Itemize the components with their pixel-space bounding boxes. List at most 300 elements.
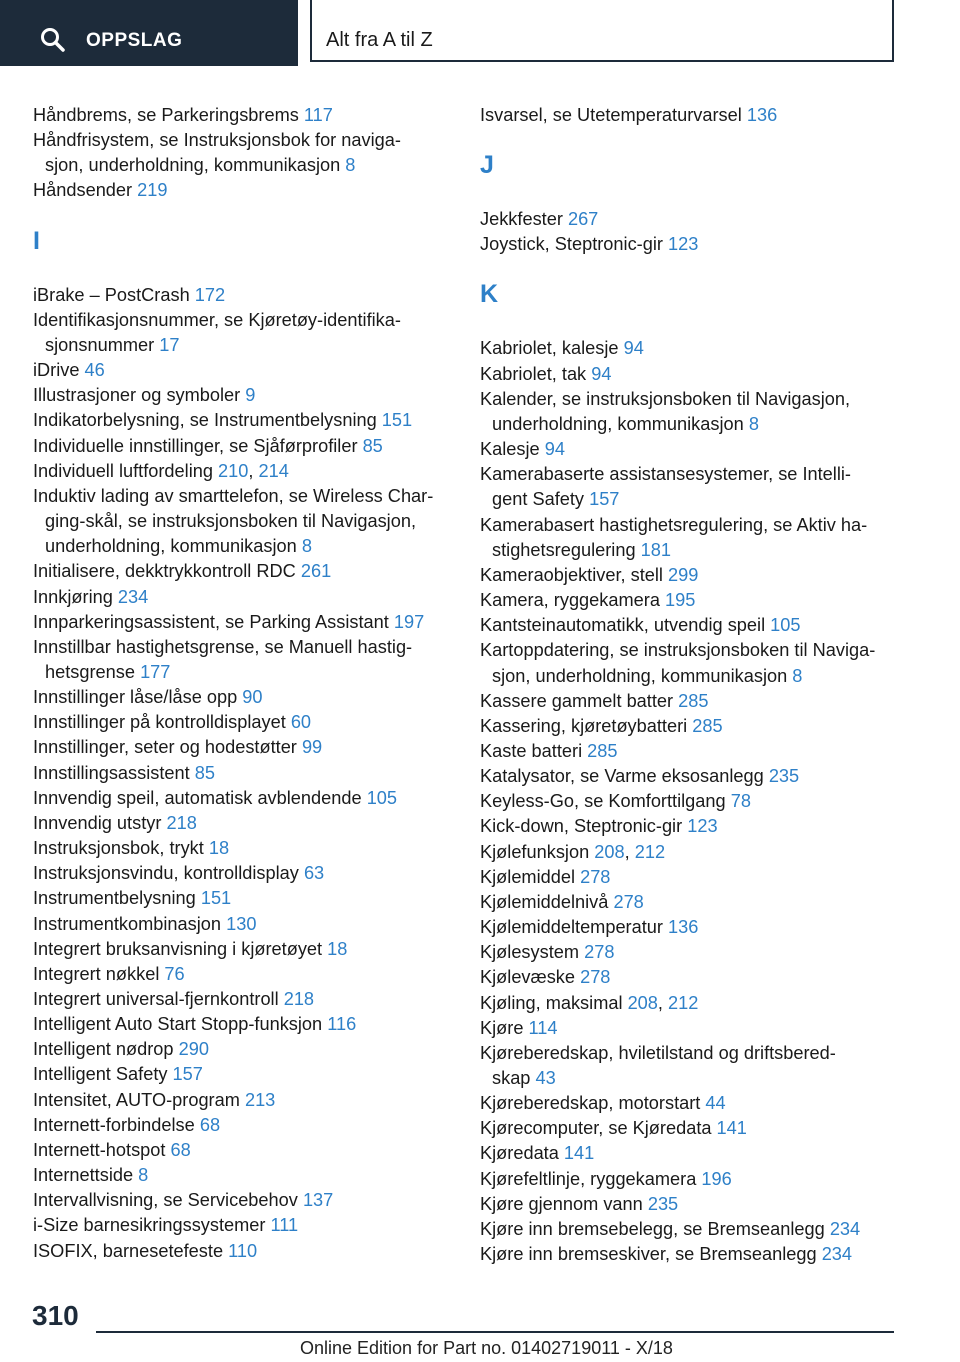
- index-entry: [480, 1091, 930, 1116]
- index-entry-text: [33, 811, 453, 836]
- index-entry-text: [33, 1012, 453, 1037]
- page-reference-link[interactable]: 110: [228, 1240, 258, 1261]
- index-entry: [33, 358, 453, 383]
- page-reference-link[interactable]: 172: [194, 284, 226, 305]
- page-reference-link[interactable]: 85: [194, 762, 215, 783]
- search-icon: [40, 27, 66, 53]
- index-entry-term: i-Size barnesikringssystemer: [33, 1215, 266, 1236]
- index-entry-text: [492, 664, 930, 689]
- page-reference-link[interactable]: 78: [730, 791, 751, 812]
- index-entry-term: Kabriolet, tak: [480, 363, 587, 384]
- index-entry-term: Kjølemiddeltemperatur: [480, 917, 663, 938]
- index-entry-term: Kalesje: [480, 439, 540, 460]
- page-reference-link[interactable]: 105: [366, 787, 398, 808]
- page-reference-link[interactable]: 208: [594, 841, 625, 862]
- index-entry-term: Innparkeringsassistent, se Parking Assistant: [33, 611, 389, 632]
- index-entry-term: Kjøling, maksimal: [480, 992, 623, 1013]
- page-reference-link[interactable]: 196: [701, 1168, 732, 1189]
- index-entry-term: Kjølemiddelnivå: [480, 891, 609, 912]
- index-entry-term: Innvendig utstyr: [33, 812, 162, 833]
- page-reference-link[interactable]: 94: [591, 363, 612, 384]
- index-entry-term: Kamerabasert hastighetsregulering, se Aktiv ha-: [480, 514, 868, 535]
- index-entry-term: Innstillinger på kontrolldisplayet: [33, 712, 286, 733]
- index-entry-term: Internettside: [33, 1165, 134, 1186]
- index-entry-term: Internett-hotspot: [33, 1139, 166, 1160]
- page-reference-link[interactable]: 278: [613, 891, 644, 912]
- index-entry: [33, 987, 453, 1012]
- page-reference-link[interactable]: 114: [528, 1017, 558, 1038]
- index-entry-text: [33, 987, 453, 1012]
- index-entry-term: Joystick, Steptronic-gir: [480, 234, 663, 255]
- page-reference-link[interactable]: 8: [138, 1165, 149, 1186]
- index-entry-term: Intelligent Auto Start Stopp-funksjon: [33, 1014, 323, 1035]
- index-entry-term: Innkjøring: [33, 586, 113, 607]
- index-entry: [480, 513, 930, 563]
- index-entry-text: [480, 1041, 930, 1066]
- index-entry-text: [492, 1066, 930, 1091]
- index-entry-term: Kjøre inn bremseskiver, se Bremseanlegg: [480, 1244, 817, 1265]
- index-entry-text: [480, 563, 930, 588]
- index-entry-text: [33, 559, 453, 584]
- index-entry-term: Instrumentbelysning: [33, 888, 196, 909]
- index-entry: [480, 1217, 930, 1242]
- page-reference-link[interactable]: 234: [829, 1218, 861, 1239]
- index-entry-text: [33, 434, 453, 459]
- index-entry-term: sjon, underholdning, kommunikasjon: [492, 665, 788, 686]
- index-entry: [480, 1016, 930, 1041]
- page-reference-link[interactable]: 8: [345, 155, 356, 176]
- page-reference-link[interactable]: 8: [301, 536, 312, 557]
- page-reference-link[interactable]: 130: [226, 913, 257, 934]
- index-entry-text: [33, 710, 453, 735]
- index-entry-text: [480, 689, 930, 714]
- index-entry: [33, 383, 453, 408]
- page-reference-link[interactable]: 18: [327, 938, 348, 959]
- index-entry: [480, 1141, 930, 1166]
- index-entry-text: [33, 408, 453, 433]
- index-entry-term: Kantsteinautomatikk, utvendig speil: [480, 615, 766, 636]
- page-reference-link[interactable]: 18: [208, 838, 230, 859]
- index-letter-heading: I: [33, 226, 40, 255]
- index-entry-term: Kameraobjektiver, stell: [480, 564, 663, 585]
- page-reference-link[interactable]: 151: [381, 410, 413, 431]
- index-entry: [33, 1213, 453, 1238]
- index-entry: [480, 1242, 930, 1267]
- page-reference-link[interactable]: 212: [668, 992, 699, 1013]
- breadcrumb[interactable]: [310, 0, 894, 62]
- index-entry-term: Jekkfester: [480, 209, 563, 230]
- page-reference-link[interactable]: 17: [159, 334, 180, 355]
- index-entry-text: [480, 1016, 930, 1041]
- index-entry-text: [480, 103, 930, 128]
- search-tab-label: OPPSLAG: [86, 30, 183, 51]
- page-reference-link[interactable]: 218: [166, 812, 197, 833]
- index-entry-term: Innstillbar hastighetsgrense, se Manuell hastig-: [33, 636, 413, 657]
- index-entry-text: [33, 1138, 453, 1163]
- index-entry-text: [33, 1188, 453, 1213]
- index-entry-text: [492, 412, 930, 437]
- page-reference-link[interactable]: 46: [84, 360, 105, 381]
- index-entry: [480, 387, 930, 437]
- page-reference-link[interactable]: 116: [327, 1014, 357, 1035]
- page-reference-link[interactable]: 235: [768, 766, 800, 787]
- index-entry: [33, 459, 453, 484]
- index-entry: [33, 937, 453, 962]
- page-reference-link[interactable]: 137: [302, 1190, 334, 1211]
- index-column-left: [33, 103, 453, 1264]
- index-entry: [33, 836, 453, 861]
- page-reference-link[interactable]: 267: [567, 209, 599, 230]
- page-reference-link[interactable]: 208: [627, 992, 658, 1013]
- index-entry: [33, 735, 453, 760]
- index-entry: [480, 789, 930, 814]
- index-entry-text: [45, 153, 453, 178]
- index-entry-text: [480, 915, 930, 940]
- page-reference-link[interactable]: 181: [640, 539, 671, 560]
- index-entry-term: Håndbrems, se Parkeringsbrems: [33, 105, 299, 125]
- index-entry-text: [45, 333, 453, 358]
- index-entry-text: [33, 912, 453, 937]
- page-reference-link[interactable]: 151: [200, 888, 232, 909]
- index-entry-text: [480, 588, 930, 613]
- index-entry-term: Instruksjonsvindu, kontrolldisplay: [33, 863, 299, 884]
- page-reference-link[interactable]: 285: [587, 740, 618, 761]
- index-entry-text: [480, 739, 930, 764]
- index-entry-term: Illustrasjoner og symboler: [33, 385, 241, 406]
- index-entry-term: sjon, underholdning, kommunikasjon: [45, 155, 341, 176]
- index-entry-term: Intelligent Safety: [33, 1064, 168, 1085]
- index-entry-term: Instruksjonsbok, trykt: [33, 838, 204, 859]
- page-reference-link[interactable]: 141: [716, 1118, 747, 1139]
- page-reference-link[interactable]: 157: [172, 1064, 203, 1085]
- index-entry: [480, 232, 930, 257]
- index-entry: [33, 635, 453, 685]
- index-entry-term: iBrake – PostCrash: [33, 284, 190, 305]
- index-entry-text: [33, 610, 453, 635]
- page-reference-link[interactable]: 111: [270, 1215, 299, 1236]
- index-entry: [33, 308, 453, 358]
- page-reference-link[interactable]: 218: [283, 989, 315, 1009]
- index-entry-text: [45, 534, 453, 559]
- index-entry-term: Kjørecomputer, se Kjøredata: [480, 1118, 712, 1139]
- index-entry: [480, 336, 930, 361]
- page-reference-link[interactable]: 63: [303, 863, 325, 884]
- index-entry-text: [33, 635, 453, 660]
- index-entry-term: Kassere gammelt batter: [480, 690, 674, 711]
- page-reference-link[interactable]: 43: [535, 1068, 556, 1088]
- index-entry-term: Initialisere, dekktrykkontroll RDC: [33, 561, 296, 582]
- page-reference-link[interactable]: 157: [589, 489, 620, 510]
- page-reference-link[interactable]: 213: [244, 1089, 276, 1110]
- index-entry-text: [480, 1192, 930, 1217]
- index-entry: [33, 1163, 453, 1188]
- index-entry-text: [33, 1213, 453, 1238]
- index-entry: [33, 1239, 453, 1264]
- index-entry: [33, 1188, 453, 1213]
- index-entry-term: Kjøreberedskap, hviletilstand og driftsbered-: [480, 1042, 836, 1063]
- page-reference-link[interactable]: 285: [692, 715, 723, 736]
- index-entry-text: [33, 585, 453, 610]
- page-reference-link[interactable]: 290: [178, 1039, 209, 1060]
- index-entry: [33, 962, 453, 987]
- index-entry-text: [480, 1242, 930, 1267]
- index-entry-text: [480, 940, 930, 965]
- index-entry: [33, 1037, 453, 1062]
- page-reference-link[interactable]: 299: [668, 564, 699, 585]
- index-entry: [33, 408, 453, 433]
- index-entry-term: Innvendig speil, automatisk avblendende: [33, 787, 362, 808]
- page-reference-link[interactable]: 261: [300, 561, 332, 582]
- index-entry-text: [480, 789, 930, 814]
- index-entry-term: underholdning, kommunikasjon: [492, 413, 744, 434]
- index-entry-term: Individuell luftfordeling: [33, 460, 213, 481]
- index-entry-term: Intelligent nødrop: [33, 1039, 174, 1060]
- index-entry-text: [33, 1113, 453, 1138]
- page-reference-link[interactable]: 123: [668, 234, 699, 255]
- index-entry-term: ging-skål, se instruksjonsboken til Navigasjon,: [45, 511, 417, 532]
- page-reference-link[interactable]: 195: [665, 590, 696, 611]
- index-entry-text: [33, 1163, 453, 1188]
- index-entry-term: Kalender, se instruksjonsboken til Navigasjon,: [480, 388, 851, 409]
- index-entry-text: [33, 861, 453, 886]
- index-entry-text: Kjølefunksjon 208, 212: [480, 841, 666, 862]
- index-entry-text: [480, 1116, 930, 1141]
- top-bar: [0, 0, 960, 66]
- index-entry-term: sjonsnummer: [45, 334, 155, 355]
- index-entry-term: Kjølemiddel: [480, 866, 576, 887]
- index-entry: [33, 761, 453, 786]
- search-tab[interactable]: [0, 0, 298, 66]
- page-reference-link[interactable]: 210: [218, 460, 249, 481]
- index-entry-text: [480, 890, 930, 915]
- index-entry: [33, 886, 453, 911]
- index-entry-text: Individuell luftfordeling 210, 214: [33, 460, 289, 481]
- index-entry: [480, 991, 930, 1016]
- index-entry-text: [480, 1091, 930, 1116]
- index-entry-text: [33, 103, 453, 128]
- index-entry-term: Kjøre inn bremsebelegg, se Bremseanlegg: [480, 1218, 825, 1239]
- index-entry-term: Kjølefunksjon: [480, 841, 590, 862]
- index-entry-text: [480, 865, 930, 890]
- page-reference-link[interactable]: 123: [687, 816, 718, 837]
- page-reference-link[interactable]: 94: [544, 439, 565, 460]
- index-entry-term: Kick-down, Steptronic-gir: [480, 816, 683, 837]
- index-entry: [33, 128, 453, 178]
- index-letter-heading: J: [480, 151, 494, 180]
- index-entry-text: [45, 509, 453, 534]
- page-reference-link[interactable]: 234: [821, 1244, 853, 1265]
- index-entry-text: [492, 538, 930, 563]
- index-entry-term: Kjøre: [480, 1017, 524, 1038]
- page-reference-link[interactable]: 94: [623, 338, 644, 359]
- index-entry-term: Håndfrisystem, se Instruksjonsbok for naviga-: [33, 130, 401, 151]
- index-entry-text: [33, 761, 453, 786]
- index-entry-term: Integrert nøkkel: [33, 963, 160, 984]
- index-column-right: [480, 103, 930, 1267]
- index-entry: [33, 1088, 453, 1113]
- index-entry: [33, 1138, 453, 1163]
- index-entry: [33, 1062, 453, 1087]
- index-entry: [480, 814, 930, 839]
- index-entry-text: [33, 128, 453, 153]
- index-entry-text: [480, 462, 930, 487]
- page-reference-link[interactable]: 90: [242, 687, 263, 708]
- page-reference-link[interactable]: 278: [584, 942, 615, 963]
- index-entry-text: [480, 714, 930, 739]
- index-entry: [480, 689, 930, 714]
- index-entry-term: Kassering, kjøretøybatteri: [480, 715, 688, 736]
- index-entry-term: Kamera, ryggekamera: [480, 590, 660, 611]
- index-entry-term: Kjølevæske: [480, 967, 576, 988]
- edition-note: Online Edition for Part no. 01402719011 - X/18: [300, 1338, 673, 1358]
- index-entry-term: stighetsregulering: [492, 539, 636, 560]
- index-entry-text: [480, 387, 930, 412]
- page-reference-link[interactable]: 99: [301, 737, 323, 758]
- index-entry-text: [480, 1217, 930, 1242]
- index-entry-term: Intensitet, AUTO-program: [33, 1089, 240, 1110]
- index-entry-term: Identifikasjonsnummer, se Kjøretøy-identifika-: [33, 309, 401, 330]
- page-reference-link[interactable]: 278: [580, 967, 611, 988]
- index-entry: [33, 811, 453, 836]
- index-entry-text: Kjøling, maksimal 208, 212: [480, 992, 699, 1013]
- index-entry-text: [480, 814, 930, 839]
- index-entry-text: [480, 1167, 930, 1192]
- index-entry-term: Internett-forbindelse: [33, 1114, 195, 1135]
- index-entry: [33, 484, 453, 559]
- index-entry: [33, 786, 453, 811]
- index-entry: [480, 588, 930, 613]
- index-entry-term: Intervallvisning, se Servicebehov: [33, 1190, 298, 1211]
- index-entry: [480, 865, 930, 890]
- page-reference-link[interactable]: 68: [170, 1139, 191, 1160]
- index-entry-text: [480, 1141, 930, 1166]
- footer-divider: [96, 1331, 894, 1333]
- index-entry-term: Kjøreberedskap, motorstart: [480, 1093, 701, 1114]
- page-reference-link[interactable]: 141: [563, 1143, 595, 1164]
- index-entry-term: Integrert universal-fjernkontroll: [33, 989, 279, 1009]
- page-reference-link[interactable]: 214: [258, 460, 289, 481]
- index-entry-term: Induktiv lading av smarttelefon, se Wireless Char-: [33, 485, 434, 506]
- index-letter-heading: K: [480, 280, 499, 309]
- index-entry-term: Kartoppdatering, se instruksjonsboken til Naviga-: [480, 640, 876, 661]
- index-entry-text: [480, 513, 930, 538]
- index-entry-text: [33, 383, 453, 408]
- index-entry-term: skap: [492, 1068, 531, 1088]
- page-reference-link[interactable]: 278: [580, 866, 611, 887]
- index-entry: [480, 462, 930, 512]
- index-entry: [480, 1192, 930, 1217]
- index-entry-term: underholdning, kommunikasjon: [45, 536, 297, 557]
- index-entry-term: gent Safety: [492, 489, 585, 510]
- index-entry-text: [480, 437, 930, 462]
- index-entry-term: hetsgrense: [45, 661, 135, 682]
- page-reference-link[interactable]: 177: [140, 661, 171, 682]
- page-reference-link[interactable]: 9: [245, 385, 256, 406]
- page-reference-link[interactable]: 136: [746, 105, 778, 125]
- page-reference-link[interactable]: 197: [393, 611, 425, 632]
- index-entry: [33, 610, 453, 635]
- breadcrumb-label: Alt fra A til Z: [326, 29, 433, 51]
- index-entry-term: Innstillingsassistent: [33, 762, 190, 783]
- index-entry: [33, 1012, 453, 1037]
- index-entry-text: [33, 1239, 453, 1264]
- index-entry: [480, 915, 930, 940]
- index-entry-term: Isvarsel, se Utetemperaturvarsel: [480, 105, 742, 125]
- index-entry-text: [33, 685, 453, 710]
- index-entry: [480, 940, 930, 965]
- index-entry: [480, 563, 930, 588]
- index-entry: [480, 207, 930, 232]
- index-entry-term: Katalysator, se Varme eksosanlegg: [480, 766, 764, 787]
- page-reference-link[interactable]: 219: [137, 180, 168, 201]
- index-entry-text: [33, 937, 453, 962]
- page-reference-link[interactable]: 8: [792, 665, 803, 686]
- page-reference-link[interactable]: 76: [164, 963, 185, 984]
- index-entry-term: Kjørefeltlinje, ryggekamera: [480, 1168, 697, 1189]
- index-entry: [33, 861, 453, 886]
- index-entry: [480, 739, 930, 764]
- index-entry: [480, 613, 930, 638]
- index-entry-term: Keyless-Go, se Komforttilgang: [480, 791, 726, 812]
- index-entry-text: [480, 362, 930, 387]
- page-reference-link[interactable]: 212: [634, 841, 666, 862]
- index-entry: [480, 764, 930, 789]
- index-entry: [480, 638, 930, 688]
- index-entry-text: [480, 638, 930, 663]
- index-entry-term: iDrive: [33, 360, 80, 381]
- index-entry-term: Kjøredata: [480, 1143, 559, 1164]
- page-reference-link[interactable]: 60: [290, 712, 312, 733]
- index-entry-text: [480, 764, 930, 789]
- index-entry: [480, 890, 930, 915]
- page-reference-link[interactable]: 85: [362, 435, 383, 456]
- page-reference-link[interactable]: 235: [647, 1193, 679, 1214]
- index-entry: [33, 912, 453, 937]
- page-reference-link[interactable]: 136: [668, 917, 699, 938]
- index-entry-text: [33, 1088, 453, 1113]
- index-entry: [480, 362, 930, 387]
- index-entry: [33, 685, 453, 710]
- index-entry-term: Håndsender: [33, 180, 133, 201]
- index-entry: [33, 178, 453, 203]
- page-reference-link[interactable]: 285: [678, 690, 709, 711]
- page-reference-link[interactable]: 68: [199, 1114, 221, 1135]
- page-reference-link[interactable]: 234: [117, 586, 149, 607]
- index-entry-text: [33, 886, 453, 911]
- index-entry-term: Integrert bruksanvisning i kjøretøyet: [33, 938, 323, 959]
- index-entry: [33, 559, 453, 584]
- index-entry-term: Kaste batteri: [480, 740, 583, 761]
- index-entry: [33, 1113, 453, 1138]
- index-entry-term: Kjøre gjennom vann: [480, 1193, 643, 1214]
- index-entry-term: Innstillinger, seter og hodestøtter: [33, 737, 297, 758]
- index-entry-term: Kamerabaserte assistansesystemer, se Intelli-: [480, 464, 851, 485]
- index-entry-text: [33, 786, 453, 811]
- index-entry: [480, 1041, 930, 1091]
- index-entry: [480, 437, 930, 462]
- page-reference-link[interactable]: 8: [748, 413, 759, 434]
- page-reference-link[interactable]: 105: [770, 615, 801, 636]
- index-entry: [480, 103, 930, 128]
- page-reference-link[interactable]: 117: [303, 105, 333, 125]
- index-entry-text: [33, 178, 453, 203]
- index-entry-term: Kabriolet, kalesje: [480, 338, 619, 359]
- index-entry: [33, 710, 453, 735]
- page-reference-link[interactable]: 44: [705, 1093, 726, 1114]
- index-entry: [33, 434, 453, 459]
- index-entry-text: [33, 1037, 453, 1062]
- index-entry-text: [33, 962, 453, 987]
